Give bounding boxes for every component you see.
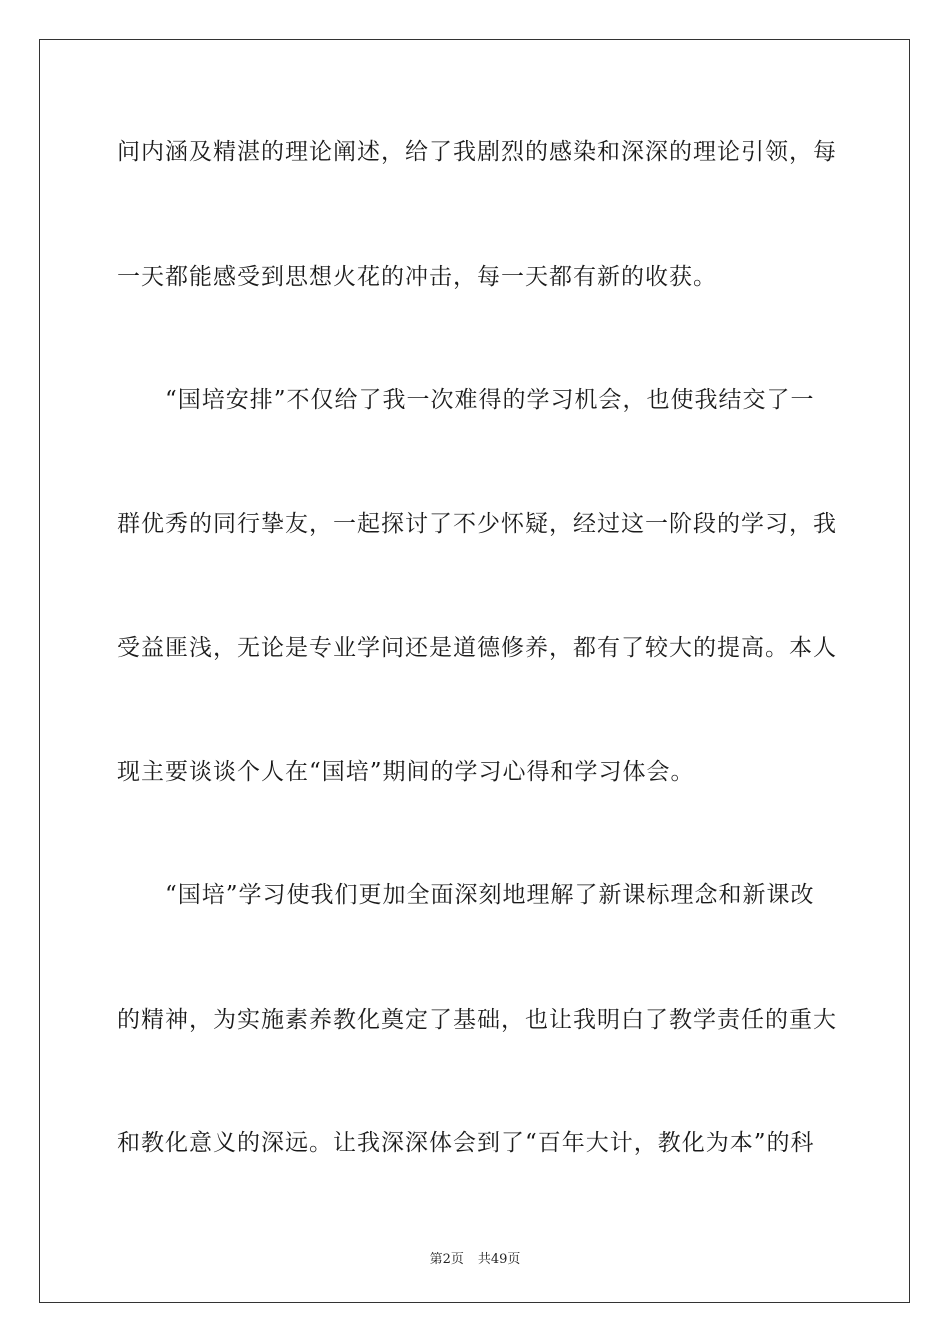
text-line: 受益匪浅，无论是专业学问还是道德修养，都有了较大的提高。本人 <box>117 635 837 661</box>
text-line: 一天都能感受到思想火花的冲击，每一天都有新的收获。 <box>117 264 717 290</box>
page-border <box>39 39 910 1303</box>
paragraph-start-line: “国培”学习使我们更加全面深刻地理解了新课标理念和新课改 <box>165 882 815 908</box>
page-number: 第2页 <box>429 1252 464 1267</box>
text-line: 和教化意义的深远。让我深深体会到了“百年大计，教化为本”的科 <box>117 1130 815 1156</box>
page-total: 共49页 <box>477 1252 521 1267</box>
text-line: 群优秀的同行挚友，一起探讨了不少怀疑，经过这一阶段的学习，我 <box>117 511 837 537</box>
paragraph-start-line: “国培安排”不仅给了我一次难得的学习机会，也使我结交了一 <box>165 387 815 413</box>
page-footer <box>0 1248 950 1267</box>
text-line: 的精神，为实施素养教化奠定了基础，也让我明白了教学责任的重大 <box>117 1007 837 1033</box>
text-line: 现主要谈谈个人在“国培”期间的学习心得和学习体会。 <box>117 759 695 785</box>
text-line: 问内涵及精湛的理论阐述，给了我剧烈的感染和深深的理论引领，每 <box>117 139 837 165</box>
